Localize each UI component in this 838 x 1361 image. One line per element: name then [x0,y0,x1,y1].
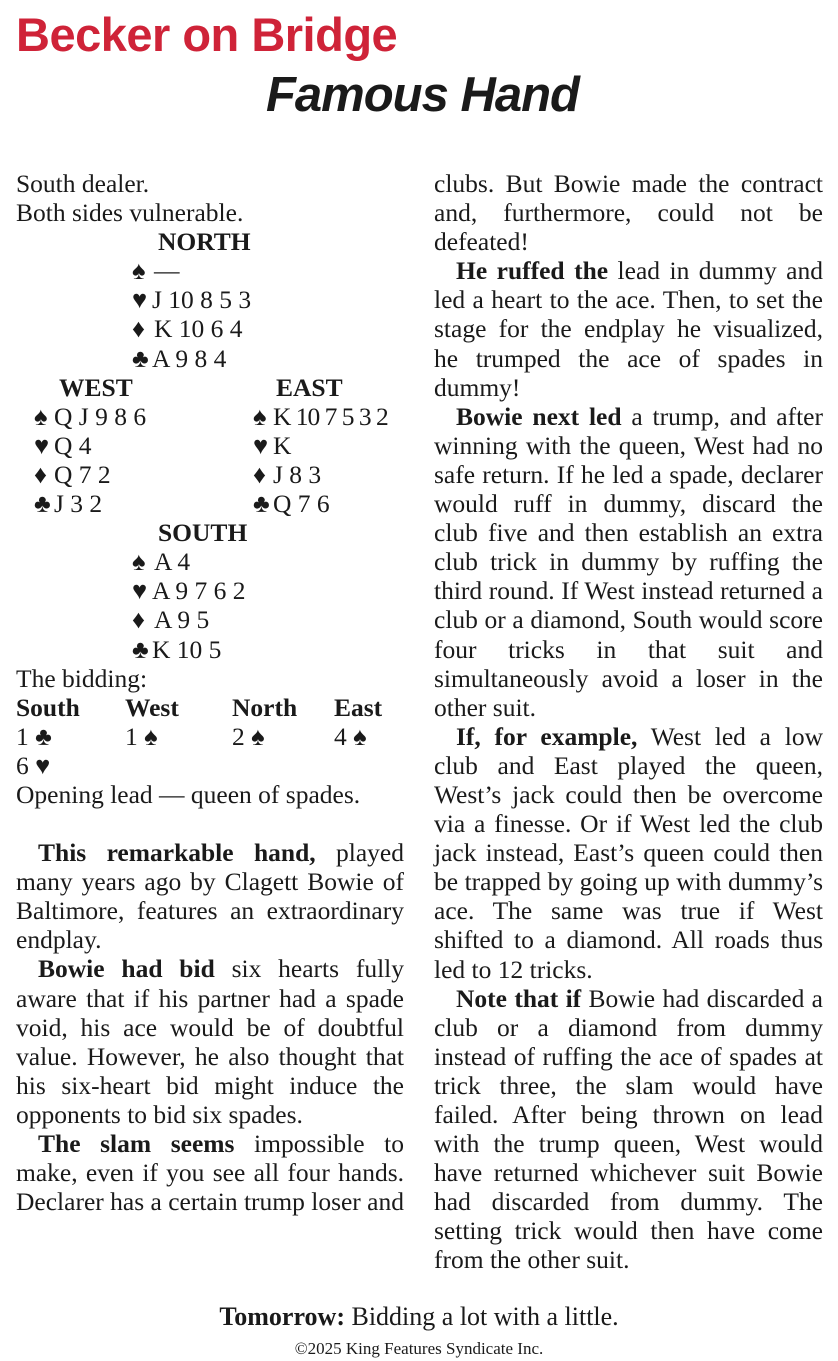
copyright: ©2025 King Features Syndicate Inc. [294,1339,544,1358]
article-paragraph: He ruffed the lead in dummy and led a heart to the ace. Then, to set the stage for the endplay he visualized, he trumped the ace of spades in dummy! [434,256,823,402]
bid: 2 ♠ [232,721,265,751]
bidding-header: East [334,692,383,722]
bidding-header: North [232,692,298,722]
east-spades: ♠ K 10 7 5 3 2 [253,401,388,431]
south-hearts: ♥ A 9 7 6 2 [132,576,246,606]
heart-icon: ♥ [34,430,50,460]
west-label: WEST [59,372,133,402]
left-column [16,169,404,1216]
spade-icon: ♠ [34,401,48,431]
east-hearts: ♥ K [253,430,292,460]
east-label: EAST [276,372,343,402]
bidding-header: South [16,692,80,722]
south-clubs: ♣ K 10 5 [132,634,222,664]
tomorrow-text: Bidding a lot with a little. [344,1302,619,1331]
spade-icon: ♠ [253,401,267,431]
article-paragraph-continued: clubs. But Bowie made the contract and, furthermore, could not be defeated! [434,169,823,257]
west-east-labels [16,373,404,402]
diamond-icon: ♦ [132,605,146,635]
article-paragraph: Bowie had bid six hearts fully aware that if his partner had a spade void, his ace would be of doubtful value. However, he also thought that his six-heart bid might induce the opponents to bid six spades. [16,954,404,1129]
north-diamonds: ♦ K 10 6 4 [132,314,243,344]
north-hand [16,227,404,256]
article-paragraph: This remarkable hand, played many years ago by Clagett Bowie of Baltimore, features an extraordinary endplay. [16,838,404,955]
south-hand [16,518,404,547]
article-paragraph: The slam seems impossible to make, even if you see all four hands. Declarer has a certain trump loser and [16,1129,404,1217]
heart-icon: ♥ [132,576,148,606]
heart-icon: ♥ [253,430,269,460]
spade-icon: ♠ [132,547,146,577]
heart-icon: ♥ [132,285,148,315]
north-label: NORTH [158,227,251,257]
east-diamonds: ♦ J 8 3 [253,459,322,489]
bid: 1 ♣ [16,721,52,751]
diamond-icon: ♦ [132,314,146,344]
north-spades: ♠ — [132,256,180,286]
north-clubs: ♣ A 9 8 4 [132,343,227,373]
club-icon: ♣ [132,634,149,664]
west-diamonds: ♦ Q 7 2 [34,459,111,489]
south-label: SOUTH [158,518,248,548]
right-column [434,169,823,1275]
column-title: Becker on Bridge [16,8,398,61]
club-icon: ♣ [253,489,270,519]
diamond-icon: ♦ [253,459,267,489]
article-paragraph: Note that if Bowie had discarded a club or a diamond from dummy instead of ruffing the ace of spades at trick three, the slam would have failed. After being thrown on lead with the trump queen, West would have returned whichever suit Bowie had discarded from dummy. The setting trick would then have come from the other suit. [434,983,823,1275]
vulnerability-line: Both sides vulnerable. [16,198,244,228]
column-subtitle: Famous Hand [266,68,579,122]
south-spades: ♠ A 4 [132,547,191,577]
tomorrow-label: Tomorrow: [219,1302,345,1331]
bidding-intro: The bidding: [16,663,148,693]
article-paragraph: If, for example, West led a low club and East played the queen, West’s jack could then be overcome via a finesse. Or if West led the club jack instead, East’s queen could then be trapped by going up with dummy’s ace. The same was true if West shifted to a diamond. All roads thus led to 12 tricks. [434,721,823,984]
opening-lead: Opening lead — queen of spades. [16,779,361,809]
bid: 1 ♠ [125,721,158,751]
article-paragraph: Bowie next led a trump, and after winning with the queen, West had no safe return. If he led a spade, declarer would ruff in dummy, discard the club five and then establish an extra club trick in dummy by ruffing the third round. If West instead returned a club or a diamond, South would score four tricks in that suit and simultaneously avoid a loser in the other suit. [434,401,823,722]
bid: 6 ♥ [16,750,51,780]
bid: 4 ♠ [334,721,367,751]
dealer-line: South dealer. [16,169,150,198]
west-spades: ♠ Q J 9 8 6 [34,401,147,431]
club-icon: ♣ [132,343,149,373]
bidding-row [16,722,404,751]
bidding-row [16,751,404,780]
south-diamonds: ♦ A 9 5 [132,605,210,635]
diamond-icon: ♦ [34,459,48,489]
east-clubs: ♣ Q 7 6 [253,489,330,519]
north-hearts: ♥ J 10 8 5 3 [132,285,252,315]
bidding-header-row [16,693,404,722]
west-hearts: ♥ Q 4 [34,430,92,460]
tomorrow-line [0,1301,838,1333]
spade-icon: ♠ [132,256,146,286]
bidding-header: West [125,692,179,722]
west-clubs: ♣ J 3 2 [34,489,103,519]
club-icon: ♣ [34,489,51,519]
